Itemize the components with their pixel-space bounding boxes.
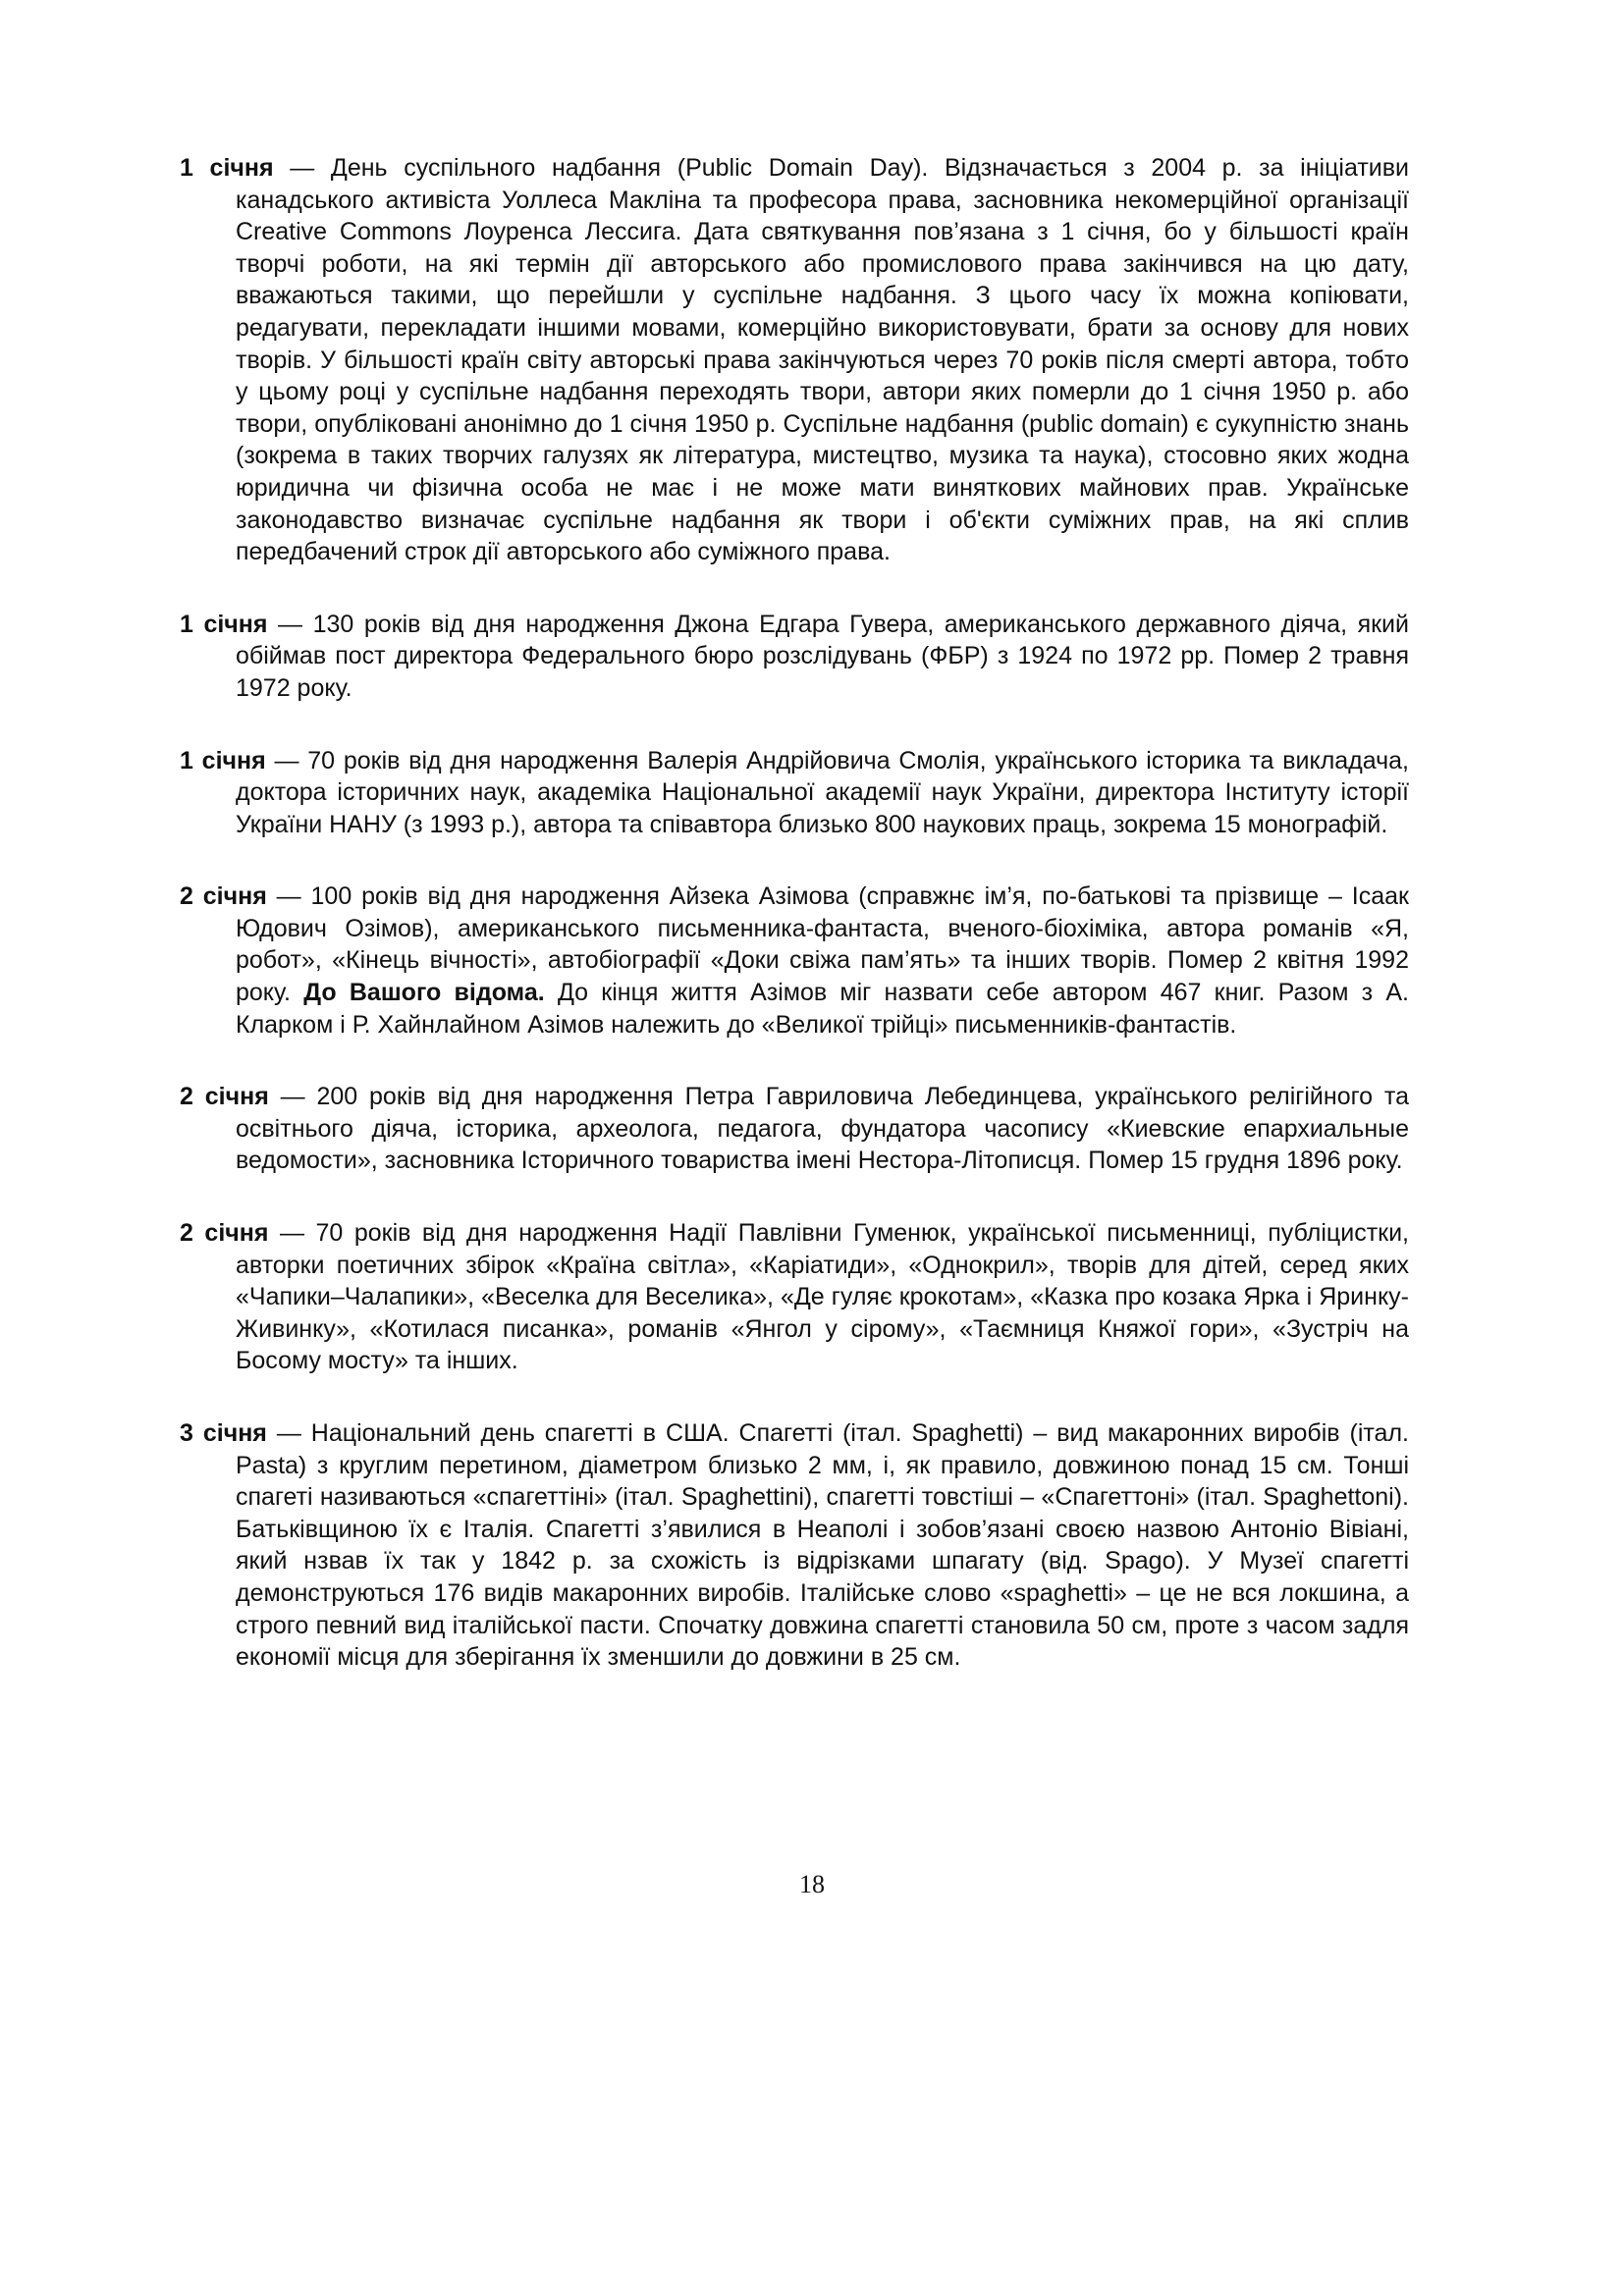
entry-hoover	[180, 609, 1409, 705]
calendar-entries	[180, 152, 1409, 1714]
entry-lebedyntsev	[180, 1081, 1409, 1177]
entry-date: 1 січня	[180, 154, 274, 182]
page-number: 18	[799, 1870, 825, 1898]
entry-smolii	[180, 745, 1409, 841]
entry-text: — 200 років від дня народження Петра Гавриловича Лебединцева, українського релігійного та освітнього діяча, історика, археолога, педагога, фундатора часопису «Киевские епархиальные ведомости», засновника Історичного товариства імені Нестора-Літописця. Помер 15 грудня 1896 року.	[236, 1083, 1409, 1175]
entry-humeniuk	[180, 1217, 1409, 1377]
entry-date: 1 січня	[180, 746, 266, 774]
entry-public-domain-day	[180, 152, 1409, 568]
note-text: До кінця життя Азімов міг назвати себе автором 467 книг. Разом з А. Кларком і Р. Хайнлайном Азімов належить до «Великої трійці» письменників-фантастів.	[236, 979, 1409, 1039]
entry-text: — 100 років від дня народження Айзека Азімова (справжнє ім’я, по-батькові та прізвище – Ісаак Юдович Озімов), американського письменника-фантаста, вченого-біохіміка, автора романів «Я, робот», «Кінець вічності», автобіографії «Доки свіжа пам’ять» та інших творів. Помер 2 квітня 1992 року.	[236, 882, 1409, 1007]
entry-text: — 70 років від дня народження Валерія Андрійовича Смолія, українського історика та викладача, доктора історичних наук, академіка Національної академії наук України, директора Інституту історії України НАНУ (з 1993 р.), автора та співавтора близько 800 наукових праць, зокрема 15 монографій.	[236, 746, 1410, 838]
entry-text: — День суспільного надбання (Public Domain Day). Відзначається з 2004 р. за ініціативи канадського активіста Уоллеса Макліна та професора права, засновника некомерційної організації Creative Commons Лоуренса Лессига. Дата святкування пов’язана з 1 січня, бо у більшості країн творчі роботи, на які термін дії авторського або промислового права закінчився на цю дату, вважаються такими, що перейшли у суспільне надбання. З цього часу їх можна копіювати, редагувати, перекладати іншими мовами, комерційно використовувати, брати за основу для нових творів. У більшості країн світу авторські права закінчуються через 70 років після смерті автора, тобто у цьому році у суспільне надбання переходять твори, автори яких померли до 1 січня 1950 р. або твори, опубліковані анонімно до 1 січня 1950 р. Суспільне надбання (public domain) є сукупністю знань (зокрема в таких творчих галузях як література, мистецтво, музика та наука), стосовно яких жодна юридична чи фізична особа не має і не може мати виняткових майнових прав. Українське законодавство визначає суспільне надбання як твори і об'єкти суміжних прав, на які сплив передбачений строк дії авторського або суміжного права.	[236, 154, 1409, 566]
entry-date: 3 січня	[180, 1419, 267, 1447]
entry-date: 1 січня	[180, 610, 268, 638]
entry-text: — 70 років від дня народження Надії Павлівни Гуменюк, української письменниці, публіцистки, авторки поетичних збірок «Країна світла», «Каріатиди», «Однокрил», творів для дітей, серед яких «Чапики–Чалапики», «Веселка для Веселика», «Де гуляє крокотам», «Казка про козака Ярка і Яринку-Живинку», «Котилася писанка», романів «Янгол у сірому», «Таємниця Княжої гори», «Зустріч на Босому мосту» та інших.	[236, 1219, 1410, 1375]
entry-date: 2 січня	[180, 1219, 269, 1248]
entry-date: 2 січня	[180, 882, 267, 911]
entry-text: — Національний день спагетті в США. Спагетті (італ. Spaghetti) – вид макаронних виробів (італ. Pasta) з круглим перетином, діаметром близько 2 мм, і, як правило, довжиною понад 15 см. Тонші спагеті називаються «спагеттіні» (італ. Spaghettini), спагетті товстіші – «Спагеттоні» (італ. Spaghettoni). Батьківщиною їх є Італія. Спагетті з’явилися в Неаполі і зобов’язані своєю назвою Антоніо Вівіані, який нзвав їх так у 1842 р. за схожість із відрізками шпагату (від. Spago). У Музеї спагетті демонструються 176 видів макаронних виробів. Італійське слово «spaghetti» – це не вся локшина, а строго певний вид італійської пасти. Спочатку довжина спагетті становила 50 см, проте з часом задля економії місця для зберігання їх зменшили до довжини в 25 см.	[236, 1419, 1409, 1672]
note-label: До Вашого відома.	[303, 979, 545, 1007]
entry-text: — 130 років від дня народження Джона Едгара Гувера, американського державного діяча, який обіймав пост директора Федерального бюро розслідувань (ФБР) з 1924 по 1972 рр. Помер 2 травня 1972 року.	[236, 610, 1409, 702]
entry-spaghetti-day	[180, 1417, 1409, 1674]
entry-date: 2 січня	[180, 1083, 269, 1111]
entry-asimov	[180, 881, 1409, 1041]
